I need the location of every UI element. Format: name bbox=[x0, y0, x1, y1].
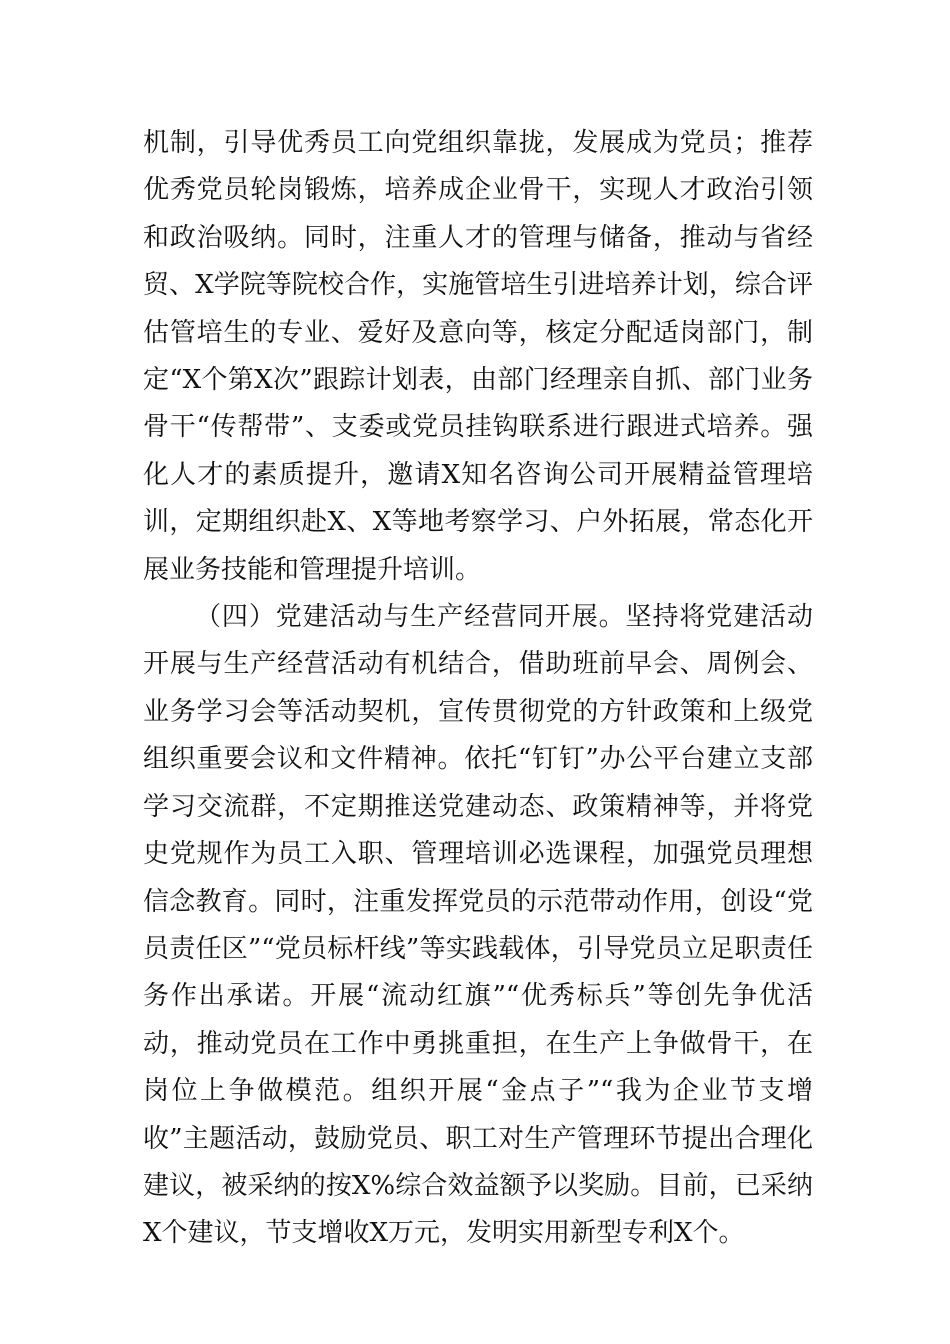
paragraph-party-activities: （四）党建活动与生产经营同开展。坚持将党建活动开展与生产经营活动有机结合，借助班前早会、周例会、业务学习会等活动契机，宣传贯彻党的方针政策和上级党组织重要会议和文件精神。依托“钉钉”办公平台建立支部学习交流群，不定期推送党建动态、政策精神等，并将党史党规作为员工入职、管理培训必选课程，加强党员理想信念教育。同时，注重发挥党员的示范带动作用，创设“党员责任区”“党员标杆线”等实践载体，引导党员立足职责任务作出承诺。开展“流动红旗”“优秀标兵”等创先争优活动，推动党员在工作中勇挑重担，在生产上争做骨干，在岗位上争做模范。组织开展“金点子”“我为企业节支增收”主题活动，鼓励党员、职工对生产管理环节提出合理化建议，被采纳的按X%综合效益额予以奖励。目前，已采纳X个建议，节支增收X万元，发明实用新型专利X个。 bbox=[143, 602, 813, 1249]
paragraph-talent-development: 机制，引导优秀员工向党组织靠拢，发展成为党员；推荐优秀党员轮岗锻炼，培养成企业骨干，实现人才政治引领和政治吸纳。同时，注重人才的管理与储备，推动与省经贸、X学院等院校合作，实施管培生引进培养计划，综合评估管培生的专业、爱好及意向等，核定分配适岗部门，制定“X个第X次”跟踪计划表，由部门经理亲自抓、部门业务骨干“传帮带”、支委或党员挂钩联系进行跟进式培养。强化人才的素质提升，邀请X知名咨询公司开展精益管理培训，定期组织赴X、X等地考察学习、户外拓展，常态化开展业务技能和管理提升培训。 bbox=[143, 128, 813, 585]
document-body bbox=[143, 120, 813, 1258]
